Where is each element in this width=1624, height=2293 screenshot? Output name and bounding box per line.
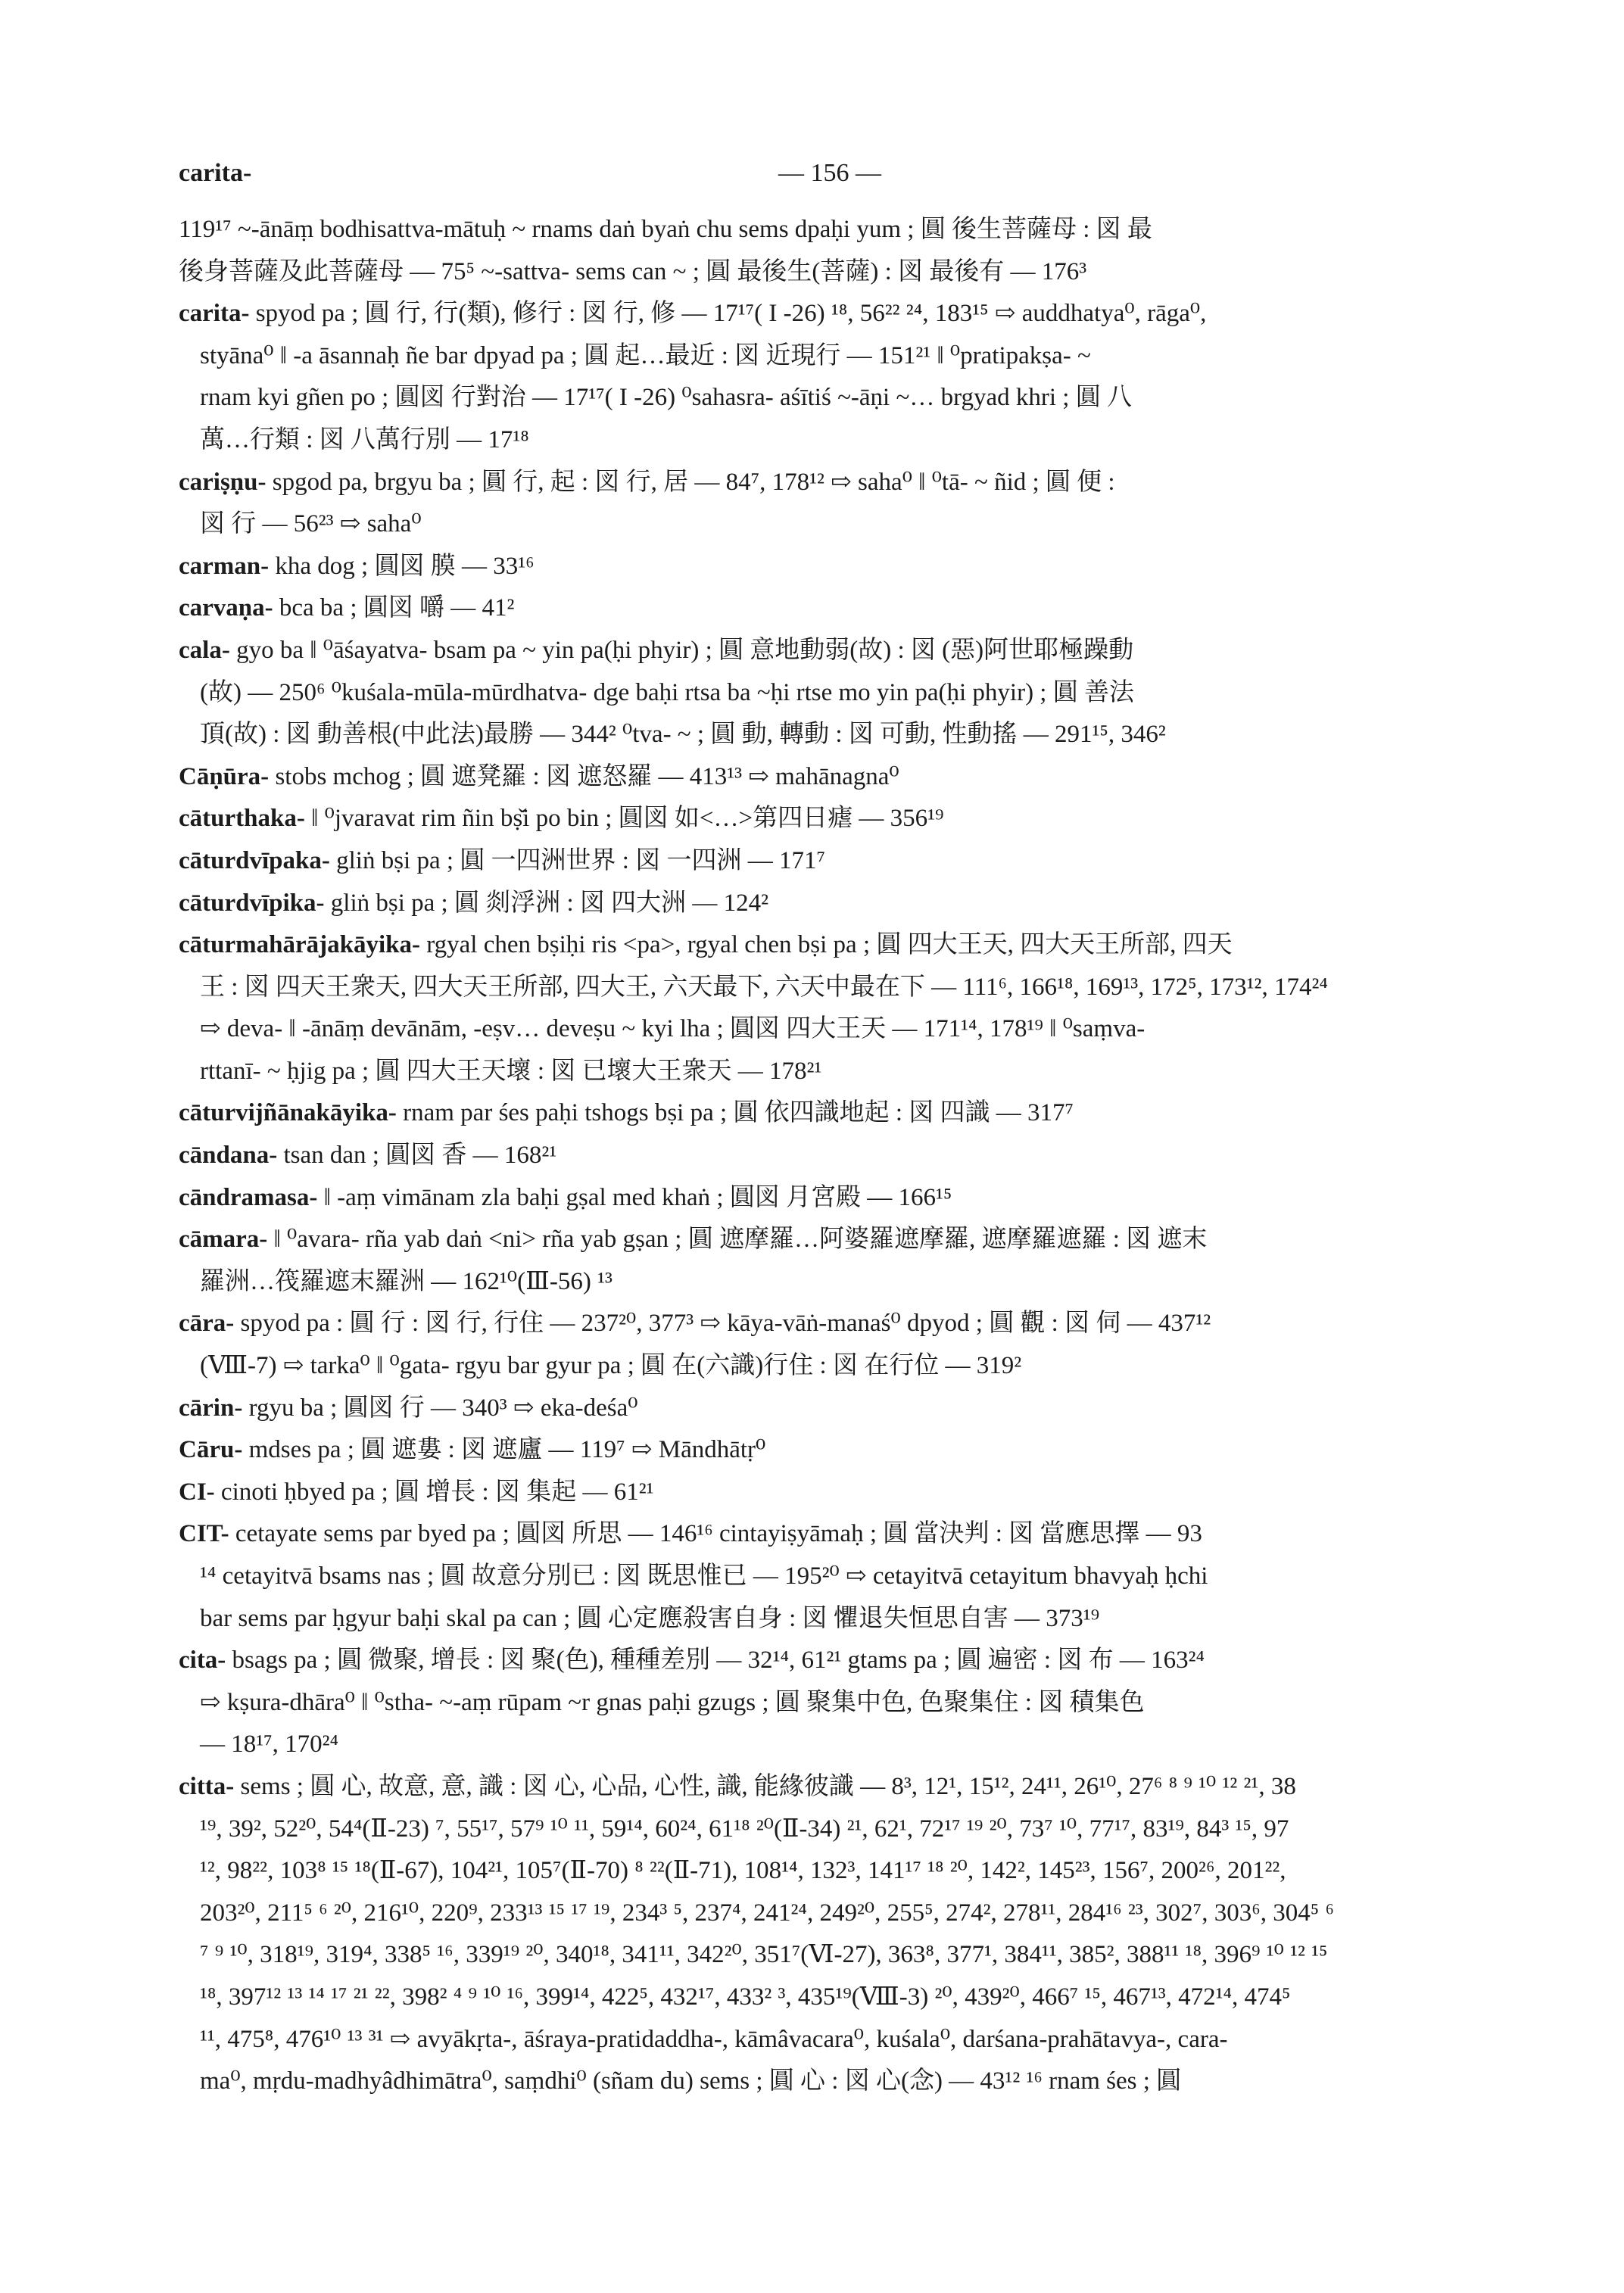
entry-text: ‖ -aṃ vimānam zla baḥi gṣal med khaṅ ; 圓図 月宮殿 — 166¹⁵ — [317, 1183, 952, 1211]
entry-text: cinoti ḥbyed pa ; 圓 增長 : 図 集起 — 61²¹ — [214, 1478, 654, 1506]
entry-text: ¹², 98²², 103⁸ ¹⁵ ¹⁸(Ⅱ-67), 104²¹, 105⁷(Ⅱ-70) ⁸ ²²(Ⅱ-71), 108¹⁴, 132³, 141¹⁷ ¹⁸ ²⁰, 142², 145²³, 156⁷, 200²⁶, 201²², — [200, 1857, 1286, 1885]
headword: cāndramasa- — [179, 1183, 318, 1211]
entry-text: sems ; 圓 心, 故意, 意, 識 : 図 心, 心品, 心性, 識, 能緣彼識 — 8³, 12¹, 15¹², 24¹¹, 26¹⁰, 27⁶ ⁸ ⁹ ¹⁰ ¹² ²¹, 38 — [234, 1772, 1296, 1800]
dictionary-entries — [179, 209, 1495, 2103]
entry-text: rnam kyi gñen po ; 圓図 行對治 — 17¹⁷( I -26) ⁰sahasra- aśītiś ~-āṇi ~… brgyad khri ; 圓 八 — [200, 384, 1132, 412]
entry-line — [179, 1977, 1495, 2019]
entry-head-line — [179, 756, 1495, 799]
entry-line — [179, 714, 1495, 756]
entry-line — [179, 1051, 1495, 1093]
entry-line — [179, 503, 1495, 546]
entry-head-line — [179, 1219, 1495, 1261]
entry-head-line — [179, 1303, 1495, 1345]
entry-line — [179, 1934, 1495, 1977]
entry-text: ¹⁹, 39², 52²⁰, 54⁴(Ⅱ-23) ⁷, 55¹⁷, 57⁹ ¹⁰ ¹¹, 59¹⁴, 60²⁴, 61¹⁸ ²⁰(Ⅱ-34) ²¹, 62¹, 72¹⁷ ¹⁹ ²⁰, 73⁷ ¹⁰, 77¹⁷, 83¹⁹, 84³ ¹⁵, 97 — [200, 1815, 1289, 1843]
entry-text: spgod pa, brgyu ba ; 圓 行, 起 : 図 行, 居 — 84⁷, 178¹² ⇨ saha⁰ ‖ ⁰tā- ~ ñid ; 圓 便 : — [266, 468, 1115, 496]
entry-head-line — [179, 1429, 1495, 1472]
entry-head-line — [179, 840, 1495, 883]
entry-text: gyo ba ‖ ⁰āśayatva- bsam pa ~ yin pa(ḥi phyir) ; 圓 意地動弱(故) : 図 (惡)阿世耶極躁動 — [229, 636, 1134, 664]
headword: Cāru- — [179, 1436, 243, 1464]
entry-line — [179, 419, 1495, 462]
entry-text: 王 : 図 四天王衆天, 四大天王所部, 四大王, 六天最下, 六天中最在下 — 111⁶, 166¹⁸, 169¹³, 172⁵, 173¹², 174²⁴ — [200, 973, 1328, 1001]
entry-head-line — [179, 462, 1495, 504]
entry-text: 119¹⁷ ~-ānāṃ bodhisattva-mātuḥ ~ rnams daṅ byaṅ chu sems dpaḥi yum ; 圓 後生菩薩母 : 図 最 — [179, 216, 1152, 243]
headword: carvaṇa- — [179, 594, 273, 622]
headword: carita- — [179, 300, 250, 328]
entry-text: mdses pa ; 圓 遮婁 : 図 遮廬 — 119⁷ ⇨ Māndhātṛ⁰ — [242, 1436, 766, 1464]
entry-head-line — [179, 1513, 1495, 1556]
entry-line — [179, 335, 1495, 378]
entry-line — [179, 1261, 1495, 1304]
headword: cariṣṇu- — [179, 468, 267, 496]
headword: cita- — [179, 1647, 226, 1675]
entry-text: bsags pa ; 圓 微聚, 增長 : 図 聚(色), 種種差別 — 32¹⁴, 61²¹ gtams pa ; 圓 遍密 : 図 布 — 163²⁴ — [226, 1647, 1205, 1675]
entry-line — [179, 1008, 1495, 1051]
headword: cāturdvīpika- — [179, 889, 325, 917]
entry-line — [179, 1893, 1495, 1935]
entry-text: 羅洲…筏羅遮末羅洲 — 162¹⁰(Ⅲ-56) ¹³ — [200, 1267, 613, 1295]
entry-text: ‖ ⁰jvaravat rim ñin bṣ̌i po bin ; 圓図 如<…>第四日瘧 — 356¹⁹ — [304, 805, 944, 833]
entry-text: — 18¹⁷, 170²⁴ — [200, 1731, 339, 1759]
entry-line — [179, 1598, 1495, 1640]
entry-text: rnam par śes paḥi tshogs bṣi pa ; 圓 依四識地起 : 図 四識 — 317⁷ — [396, 1099, 1074, 1127]
entry-text: ¹¹, 475⁸, 476¹⁰ ¹³ ³¹ ⇨ avyākṛta-, āśraya-pratidaddha-, kāmâvacara⁰, kuśala⁰, darśana-prahātavya-, cara- — [200, 2025, 1228, 2053]
entry-line — [179, 2061, 1495, 2103]
entry-head-line — [179, 924, 1495, 967]
entry-line — [179, 209, 1495, 251]
headword: Cāṇūra- — [179, 762, 270, 790]
entry-line — [179, 1809, 1495, 1851]
entry-head-line — [179, 293, 1495, 335]
entry-line — [179, 672, 1495, 715]
entry-text: 後身菩薩及此菩薩母 — 75⁵ ~-sattva- sems can ~ ; 圓 最後生(菩薩) : 図 最後有 — 176³ — [179, 257, 1087, 285]
entry-text: 図 行 — 56²³ ⇨ saha⁰ — [200, 510, 422, 538]
running-head-word: carita- — [179, 159, 252, 187]
entry-text: ⇨ deva- ‖ -ānāṃ devānām, -eṣv… deveṣu ~ kyi lha ; 圓図 四大王天 — 171¹⁴, 178¹⁹ ‖ ⁰saṃva- — [200, 1015, 1146, 1043]
entry-head-line — [179, 1388, 1495, 1430]
entry-text: kha dog ; 圓図 膜 — 33¹⁶ — [269, 552, 535, 580]
entry-head-line — [179, 1766, 1495, 1809]
entry-text: rgyu ba ; 圓図 行 — 340³ ⇨ eka-deśa⁰ — [242, 1394, 638, 1422]
headword: citta- — [179, 1772, 235, 1800]
entry-text: cetayate sems par byed pa ; 圓図 所思 — 146¹⁶ cintayiṣyāmaḥ ; 圓 當決判 : 図 當應思擇 — 93 — [229, 1520, 1202, 1548]
entry-head-line — [179, 1177, 1495, 1220]
entry-head-line — [179, 798, 1495, 840]
headword: cārin- — [179, 1394, 243, 1422]
headword: cāmara- — [179, 1226, 268, 1254]
entry-line — [179, 377, 1495, 419]
entry-text: spyod pa ; 圓 行, 行(類), 修行 : 図 行, 修 — 17¹⁷( I -26) ¹⁸, 56²² ²⁴, 183¹⁵ ⇨ auddhatya⁰, rāga⁰, — [249, 300, 1207, 328]
headword: cāturvijñānakāyika- — [179, 1099, 397, 1127]
entry-text: stobs mchog ; 圓 遮凳羅 : 図 遮怒羅 — 413¹³ ⇨ mahānagna⁰ — [269, 762, 899, 790]
entry-text: rttanī- ~ ḥjig pa ; 圓 四大王天壞 : 図 已壞大王衆天 — 178²¹ — [200, 1057, 822, 1085]
entry-head-line — [179, 1640, 1495, 1682]
entry-text: bar sems par ḥgyur baḥi skal pa can ; 圓 心定應殺害自身 : 図 懼退失恒思自害 — 373¹⁹ — [200, 1604, 1100, 1632]
entry-head-line — [179, 1472, 1495, 1514]
entry-text: bca ba ; 圓図 嚼 — 41² — [273, 594, 515, 622]
headword: carman- — [179, 552, 270, 580]
entry-text: (故) — 250⁶ ⁰kuśala-mūla-mūrdhatva- dge baḥi rtsa ba ~ḥi rtse mo yin pa(ḥi phyir) ; 圓 善法 — [200, 678, 1134, 706]
entry-text: 萬…行類 : 図 八萬行別 — 17¹⁸ — [200, 425, 529, 453]
entry-line — [179, 1345, 1495, 1388]
entry-head-line — [179, 1135, 1495, 1177]
entry-line — [179, 1724, 1495, 1766]
entry-head-line — [179, 630, 1495, 672]
running-head — [179, 159, 1481, 197]
entry-text: ⁷ ⁹ ¹⁰, 318¹⁹, 319⁴, 338⁵ ¹⁶, 339¹⁹ ²⁰, 340¹⁸, 341¹¹, 342²⁰, 351⁷(Ⅵ-27), 363⁸, 377¹, 384¹¹, 385², 388¹¹ ¹⁸, 396⁹ ¹⁰ ¹² ¹⁵ — [200, 1941, 1328, 1969]
headword: cala- — [179, 636, 230, 664]
entry-text: gliṅ bṣi pa ; 圓 剡浮洲 : 図 四大洲 — 124² — [324, 889, 769, 917]
entry-text: ¹⁴ cetayitvā bsams nas ; 圓 故意分別已 : 図 既思惟已 — 195²⁰ ⇨ cetayitvā cetayitum bhavyaḥ ḥchi — [200, 1562, 1208, 1590]
entry-text: ‖ ⁰avara- rña yab daṅ <ni> rña yab gṣan ; 圓 遮摩羅…阿婆羅遮摩羅, 遮摩羅遮羅 : 図 遮末 — [267, 1226, 1208, 1254]
entry-head-line — [179, 546, 1495, 588]
headword: CIT- — [179, 1520, 229, 1548]
entry-text: gliṅ bṣi pa ; 圓 一四洲世界 : 図 一四洲 — 171⁷ — [329, 846, 825, 874]
headword: cāturthaka- — [179, 805, 305, 833]
entry-line — [179, 967, 1495, 1009]
entry-line — [179, 1682, 1495, 1724]
headword: CI- — [179, 1478, 215, 1506]
entry-head-line — [179, 883, 1495, 925]
entry-line — [179, 1556, 1495, 1598]
headword: cāturdvīpaka- — [179, 846, 330, 874]
entry-line — [179, 251, 1495, 294]
headword: cāturmahārājakāyika- — [179, 931, 420, 959]
entry-text: ma⁰, mṛdu-madhyâdhimātra⁰, saṃdhi⁰ (sñam du) sems ; 圓 心 : 図 心(念) — 43¹² ¹⁶ rnam śes ; 圓 — [200, 2067, 1182, 2095]
headword: cāra- — [179, 1310, 235, 1338]
entry-text: 頂(故) : 図 動善根(中此法)最勝 — 344² ⁰tva- ~ ; 圓 動, 轉動 : 図 可動, 性動搖 — 291¹⁵, 346² — [200, 721, 1166, 749]
entry-text: 203²⁰, 211⁵ ⁶ ²⁰, 216¹⁰, 220⁹, 233¹³ ¹⁵ ¹⁷ ¹⁹, 234³ ⁵, 237⁴, 241²⁴, 249²⁰, 255⁵, 274², 278¹¹, 284¹⁶ ²³, 302⁷, 303⁶, 304⁵ ⁶ — [200, 1899, 1334, 1927]
entry-text: spyod pa : 圓 行 : 図 行, 行住 — 237²⁰, 377³ ⇨ kāya-vāṅ-manaś⁰ dpyod ; 圓 觀 : 図 伺 — 437¹² — [234, 1310, 1211, 1338]
entry-text: ¹⁸, 397¹² ¹³ ¹⁴ ¹⁷ ²¹ ²², 398² ⁴ ⁹ ¹⁰ ¹⁶, 399¹⁴, 422⁵, 432¹⁷, 433² ³, 435¹⁹(Ⅷ-3) ²⁰, 439²⁰, 466⁷ ¹⁵, 467¹³, 472¹⁴, 474⁵ — [200, 1983, 1291, 2011]
entry-text: (Ⅷ-7) ⇨ tarka⁰ ‖ ⁰gata- rgyu bar gyur pa ; 圓 在(六識)行住 : 図 在行位 — 319² — [200, 1352, 1022, 1380]
headword: cāndana- — [179, 1142, 278, 1170]
entry-text: tsan dan ; 圓図 香 — 168²¹ — [277, 1142, 557, 1170]
entry-line — [179, 1850, 1495, 1893]
entry-text: rgyal chen bṣiḥi ris <pa>, rgyal chen bṣi pa ; 圓 四大王天, 四大天王所部, 四天 — [419, 931, 1233, 959]
entry-head-line — [179, 1092, 1495, 1135]
page-number: — 156 — — [778, 159, 881, 187]
entry-line — [179, 2019, 1495, 2061]
entry-text: ⇨ kṣura-dhāra⁰ ‖ ⁰stha- ~-aṃ rūpam ~r gnas paḥi gzugs ; 圓 聚集中色, 色聚集住 : 図 積集色 — [200, 1688, 1145, 1716]
entry-head-line — [179, 587, 1495, 630]
entry-text: styāna⁰ ‖ -a āsannaḥ ñe bar dpyad pa ; 圓 起…最近 : 図 近現行 — 151²¹ ‖ ⁰pratipakṣa- ~ — [200, 341, 1091, 369]
